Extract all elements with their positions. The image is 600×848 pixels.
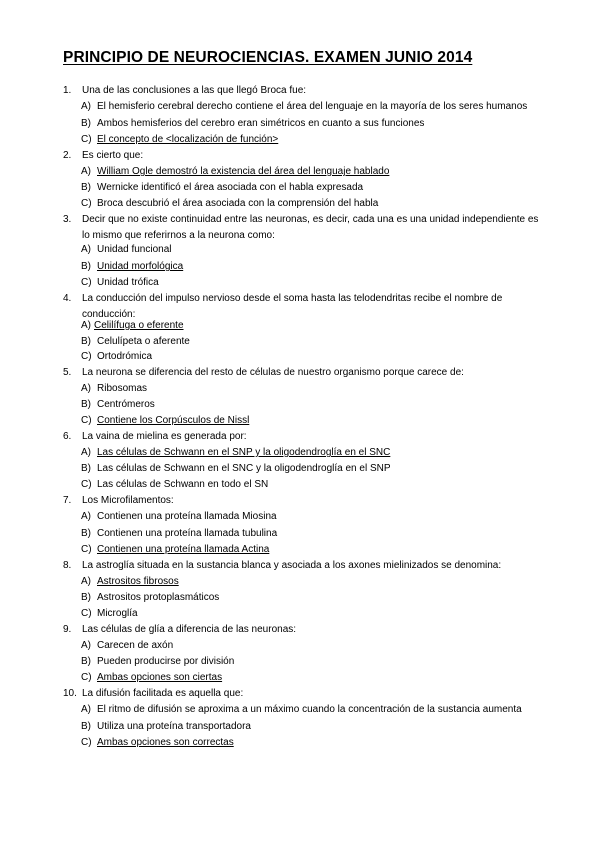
option-letter: B) <box>81 592 91 603</box>
question-5 <box>63 365 543 381</box>
option-text: Ribosomas <box>97 383 148 394</box>
option-letter: B) <box>81 182 91 193</box>
option-letter: C) <box>81 608 92 619</box>
option-4a <box>81 319 184 333</box>
option-letter: A) <box>81 511 91 522</box>
option-6a <box>81 446 390 460</box>
option-text: Celulípeta o aferente <box>97 336 190 347</box>
question-text: Los Microfilamentos: <box>82 495 174 506</box>
question-text: Las células de glía a diferencia de las neuronas: <box>82 624 297 635</box>
question-text: Decir que no existe continuidad entre las neuronas, es decir, cada una es una unidad independiente es lo mismo que referirnos a la neurona como: <box>82 214 539 241</box>
option-7b <box>81 527 277 541</box>
question-text: Una de las conclusiones a las que llegó Broca fue: <box>82 85 307 96</box>
option-3a <box>81 243 172 257</box>
option-letter: B) <box>81 261 91 272</box>
option-letter: B) <box>81 463 91 474</box>
option-9c <box>81 671 222 685</box>
option-10c <box>81 736 234 750</box>
option-letter: C) <box>81 544 92 555</box>
question-text: La difusión facilitada es aquella que: <box>82 688 244 699</box>
option-2c <box>81 197 378 211</box>
option-letter: A) <box>81 101 91 112</box>
option-letter: C) <box>81 134 92 145</box>
option-3b <box>81 260 183 274</box>
page-title: PRINCIPIO DE NEUROCIENCIAS. EXAMEN JUNIO 2014 <box>63 49 473 66</box>
question-text: Es cierto que: <box>82 150 144 161</box>
question-8 <box>63 558 543 574</box>
option-4b <box>81 335 190 349</box>
question-number: 7. <box>63 495 72 506</box>
option-text: El hemisferio cerebral derecho contiene el área del lenguaje en la mayoría de los seres humanos <box>97 101 528 112</box>
option-text-correct: Astrositos fibrosos <box>97 576 179 587</box>
option-text: Carecen de axón <box>97 640 174 651</box>
option-letter: A) <box>81 576 91 587</box>
option-text: Las células de Schwann en el SNC y la oligodendroglía en el SNP <box>97 463 391 474</box>
option-text: Contienen una proteína llamada tubulina <box>97 528 278 539</box>
question-6 <box>63 429 543 445</box>
option-text-correct: Ambas opciones son correctas <box>97 737 234 748</box>
option-letter: A) <box>81 383 91 394</box>
option-4c <box>81 350 152 364</box>
option-letter: B) <box>81 399 91 410</box>
option-text-correct: Contiene los Corpúsculos de Nissl <box>97 415 250 426</box>
option-10a <box>81 703 522 717</box>
question-number: 4. <box>63 293 72 304</box>
question-9 <box>63 622 543 638</box>
question-number: 3. <box>63 214 72 225</box>
option-1a <box>81 100 527 114</box>
option-9b <box>81 655 234 669</box>
question-7 <box>63 493 543 509</box>
option-letter: B) <box>81 656 91 667</box>
option-text: Unidad funcional <box>97 244 172 255</box>
option-8c <box>81 607 138 621</box>
option-5a <box>81 382 147 396</box>
option-text-correct: Ambas opciones son ciertas <box>97 672 223 683</box>
question-text: La vaina de mielina es generada por: <box>82 431 247 442</box>
question-number: 8. <box>63 560 72 571</box>
option-letter: B) <box>81 721 91 732</box>
option-10b <box>81 720 251 734</box>
option-letter: B) <box>81 118 91 129</box>
question-10 <box>63 686 543 702</box>
option-5b <box>81 398 155 412</box>
option-6c <box>81 478 268 492</box>
option-2b <box>81 181 363 195</box>
option-text: Astrositos protoplasmáticos <box>97 592 220 603</box>
option-letter: A) <box>81 704 91 715</box>
option-text: Centrómeros <box>97 399 155 410</box>
option-text: Las células de Schwann en todo el SN <box>97 479 269 490</box>
option-letter: A) <box>81 640 91 651</box>
option-text-correct: William Ogle demostró la existencia del área del lenguaje hablado <box>97 166 390 177</box>
option-8a <box>81 575 179 589</box>
question-2 <box>63 148 543 164</box>
option-1c <box>81 133 278 147</box>
question-3 <box>63 212 543 244</box>
option-5c <box>81 414 249 428</box>
option-letter: A) <box>81 166 91 177</box>
option-text: Ambos hemisferios del cerebro eran simétricos en cuanto a sus funciones <box>97 118 425 129</box>
option-text: Wernicke identificó el área asociada con el habla expresada <box>97 182 364 193</box>
question-text: La neurona se diferencia del resto de células de nuestro organismo porque carece de: <box>82 367 464 378</box>
option-6b <box>81 462 391 476</box>
option-2a <box>81 165 389 179</box>
option-8b <box>81 591 219 605</box>
option-text: El ritmo de difusión se aproxima a un máximo cuando la concentración de la sustancia aumenta <box>97 704 522 715</box>
question-number: 9. <box>63 624 72 635</box>
option-9a <box>81 639 173 653</box>
option-letter: C) <box>81 737 92 748</box>
question-number: 1. <box>63 85 72 96</box>
option-text: Contienen una proteína llamada Miosina <box>97 511 277 522</box>
question-number: 10. <box>63 688 77 699</box>
option-text-correct: Unidad morfológica <box>97 261 184 272</box>
option-text-correct: Las células de Schwann en el SNP y la oligodendroglía en el SNC <box>97 447 391 458</box>
option-text-correct: Celilífuga o eferente <box>94 320 184 331</box>
option-7c <box>81 543 269 557</box>
option-letter: B) <box>81 336 91 347</box>
question-number: 2. <box>63 150 72 161</box>
option-letter: B) <box>81 528 91 539</box>
question-1 <box>63 83 543 99</box>
option-text: Utiliza una proteína transportadora <box>97 721 251 732</box>
option-text: Unidad trófica <box>97 277 159 288</box>
option-letter: C) <box>81 479 92 490</box>
option-text: Broca descubrió el área asociada con la comprensión del habla <box>97 198 379 209</box>
question-text: La astroglía situada en la sustancia blanca y asociada a los axones mielinizados se denomina: <box>82 560 502 571</box>
option-3c <box>81 276 159 290</box>
option-letter: A) <box>81 447 91 458</box>
option-text: Pueden producirse por división <box>97 656 235 667</box>
option-text: Microglía <box>97 608 138 619</box>
option-letter: C) <box>81 277 92 288</box>
option-text: Ortodrómica <box>97 351 153 362</box>
option-letter: C) <box>81 415 92 426</box>
option-1b <box>81 117 424 131</box>
question-text: La conducción del impulso nervioso desde el soma hasta las telodendritas recibe el nombre de conducción: <box>82 293 503 320</box>
option-7a <box>81 510 277 524</box>
option-letter: A) <box>81 244 91 255</box>
option-letter: A) <box>81 320 91 331</box>
option-letter: C) <box>81 672 92 683</box>
option-text-correct: El concepto de <localización de función> <box>97 134 279 145</box>
question-number: 6. <box>63 431 72 442</box>
option-letter: C) <box>81 198 92 209</box>
option-text-correct: Contienen una proteína llamada Actina <box>97 544 270 555</box>
question-number: 5. <box>63 367 72 378</box>
option-letter: C) <box>81 351 92 362</box>
